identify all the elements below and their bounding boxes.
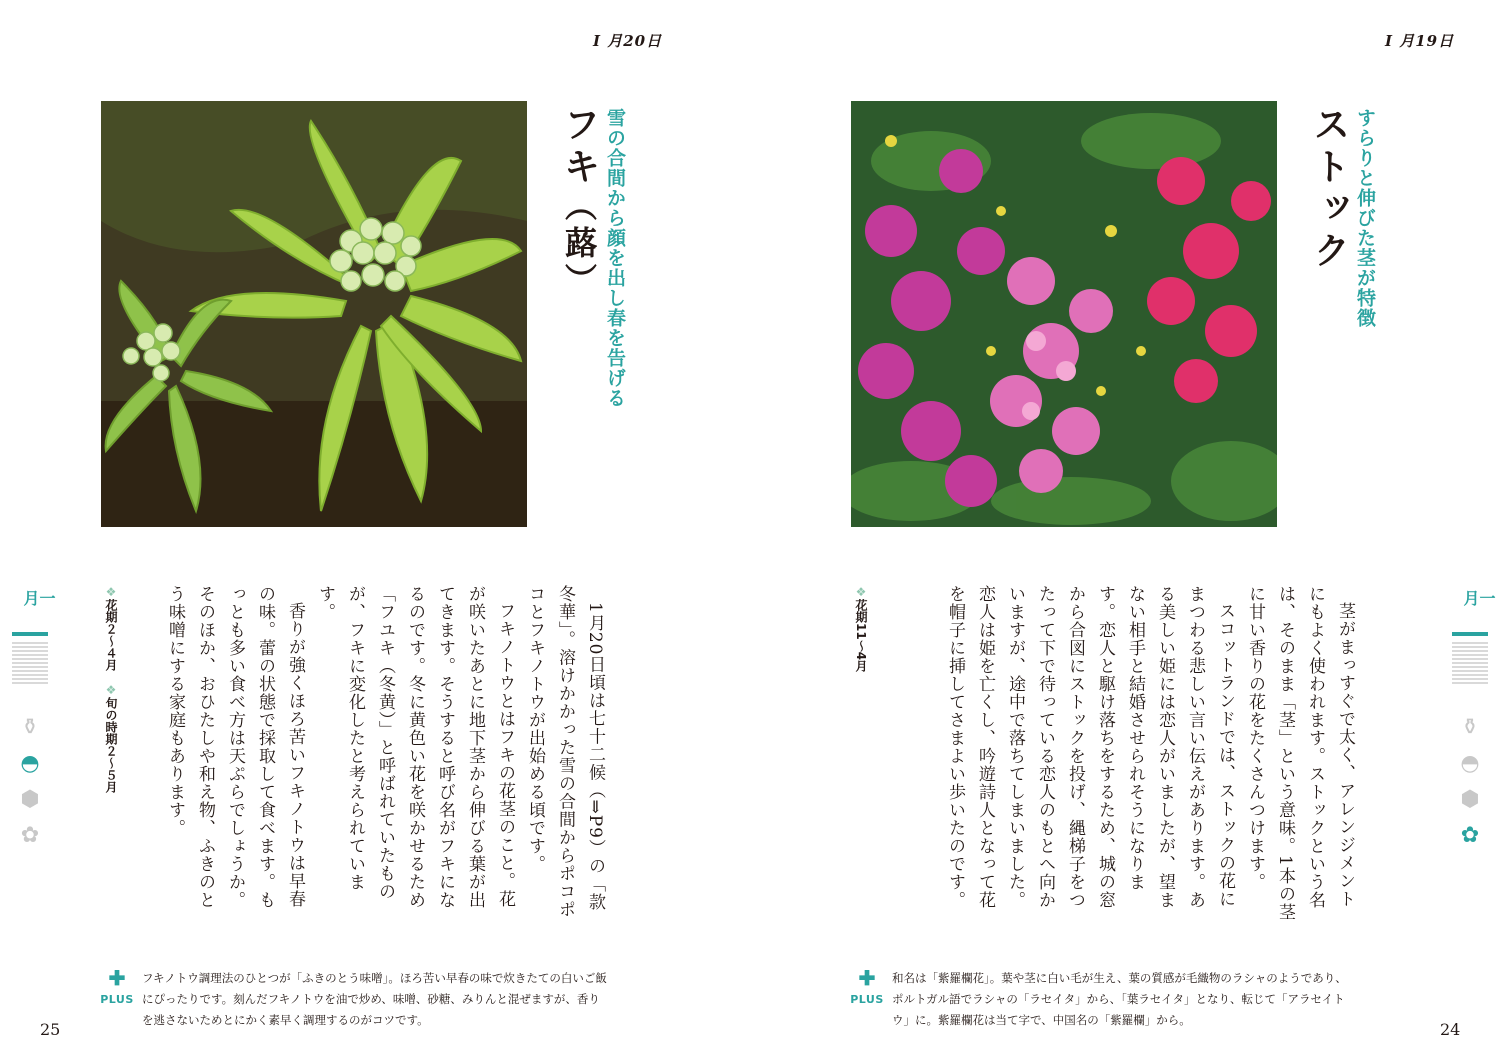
plant-name: フキ xyxy=(557,105,601,189)
diamond-mark-icon: ❖ xyxy=(854,585,868,599)
fuki-image xyxy=(101,101,527,527)
body-paragraph: 香りが強くほろ苦いフキノトウは早春の味。蕾の状態で採取して食べます。もっとも多い食べ方は天ぷらでしょうか。そのほか、おひたしや和え物、ふきのとう味噌にする家庭もあります。 xyxy=(165,585,305,909)
page-number: 25 xyxy=(40,1020,61,1039)
tab-stripes xyxy=(12,642,48,684)
plus-icon: ✚ PLUS xyxy=(850,966,884,1006)
flower-icon: ✿ xyxy=(20,823,40,848)
tab-month-label: 一月 xyxy=(21,590,56,606)
plus-icon: ✚ PLUS xyxy=(100,966,134,1006)
stock-image xyxy=(851,101,1277,527)
tab-stripes xyxy=(1452,642,1488,684)
box-icon: ⬢ xyxy=(1460,787,1480,812)
bowl-icon: ◓ xyxy=(1460,751,1480,776)
season-period: 旬の時期２～５月 xyxy=(104,697,118,793)
bloom-period: 花期２～４月 xyxy=(104,599,118,671)
category-icons xyxy=(12,712,48,856)
bloom-period: 花期11～4月 xyxy=(854,599,868,673)
plant-title xyxy=(557,105,601,300)
fuki-photo xyxy=(101,101,527,527)
tab-accent-bar xyxy=(1452,632,1488,636)
stock-photo xyxy=(851,101,1277,527)
date-heading: I 月19日 xyxy=(1385,32,1455,50)
tab-accent-bar xyxy=(12,632,48,636)
bottle-icon: ⚱ xyxy=(1460,715,1480,740)
date-heading: I 月20日 xyxy=(593,32,663,50)
body-paragraph: フキノトウとはフキの花茎のこと。花が咲いたあとに地下茎から伸びる葉が出てきます。そうすると呼び名がフキになるのです。冬に黄色い花を咲かせるため「フユキ（冬黄）」と呼ばれていたものが、フキに変化したと考えられています。 xyxy=(315,585,515,909)
plant-name: ストック xyxy=(1307,105,1351,273)
plant-title xyxy=(1307,105,1351,273)
box-icon: ⬢ xyxy=(20,787,40,812)
tab-month-label: 一月 xyxy=(1461,590,1496,606)
body-text xyxy=(135,585,610,925)
diamond-mark-icon: ❖ xyxy=(104,683,118,697)
plus-text: 和名は「紫羅欄花」。葉や茎に白い毛が生え、葉の質感が毛織物のラシャのようであり、ポルトガル語でラシャの「ラセイタ」から、「葉ラセイタ」となり、転じて「アラセイトウ」に。紫羅欄花は当て字で、中国名の「紫羅欄」から。 xyxy=(892,971,1347,1027)
plant-kanji-reading: （蕗） xyxy=(560,189,598,300)
bloom-info xyxy=(849,585,869,845)
diamond-mark-icon: ❖ xyxy=(104,585,118,599)
catchphrase: 雪の合間から顔を出し春を告げる xyxy=(604,108,626,408)
body-paragraph: スコットランドでは、ストックの花にまつわる悲しい言い伝えがあります。ある美しい姫には恋人がいましたが、望まない相手と結婚させられそうになります。恋人と駆け落ちをするため、城の窓から合図にストックを投げ、縄梯子をつたって下で待っている恋人のもとへ向かいますが、途中で落ちてしまいました。恋人は姫を亡くし、吟遊詩人となって花を帽子に挿してさまよい歩いたのです。 xyxy=(945,585,1235,909)
page-number: 24 xyxy=(1440,1020,1461,1039)
catchphrase: すらりと伸びた茎が特徴 xyxy=(1354,108,1376,328)
bowl-icon: ◓ xyxy=(20,751,40,776)
flower-icon: ✿ xyxy=(1460,823,1480,848)
page-right xyxy=(750,0,1500,1064)
bottle-icon: ⚱ xyxy=(20,715,40,740)
body-paragraph: 1月20日頃は七十二候（⇒P9）の「款冬華」。溶けかかった雪の合間からポコポコとフキノトウが出始める頃です。 xyxy=(525,585,605,919)
body-text xyxy=(885,585,1360,925)
category-icons xyxy=(1452,712,1488,856)
bloom-info xyxy=(99,585,119,845)
plus-text: フキノトウ調理法のひとつが「ふきのとう味噌」。ほろ苦い早春の味で炊きたての白いご飯にぴったりです。刻んだフキノトウを油で炒め、味噌、砂糖、みりんと混ぜますが、香りを逃さないためとにかく素早く調理するのがコツです。 xyxy=(142,971,607,1027)
body-paragraph: 茎がまっすぐで太く、アレンジメントにもよく使われます。ストックという名は、そのまま「茎」という意味。1本の茎に甘い香りの花をたくさんつけます。 xyxy=(1245,585,1355,921)
